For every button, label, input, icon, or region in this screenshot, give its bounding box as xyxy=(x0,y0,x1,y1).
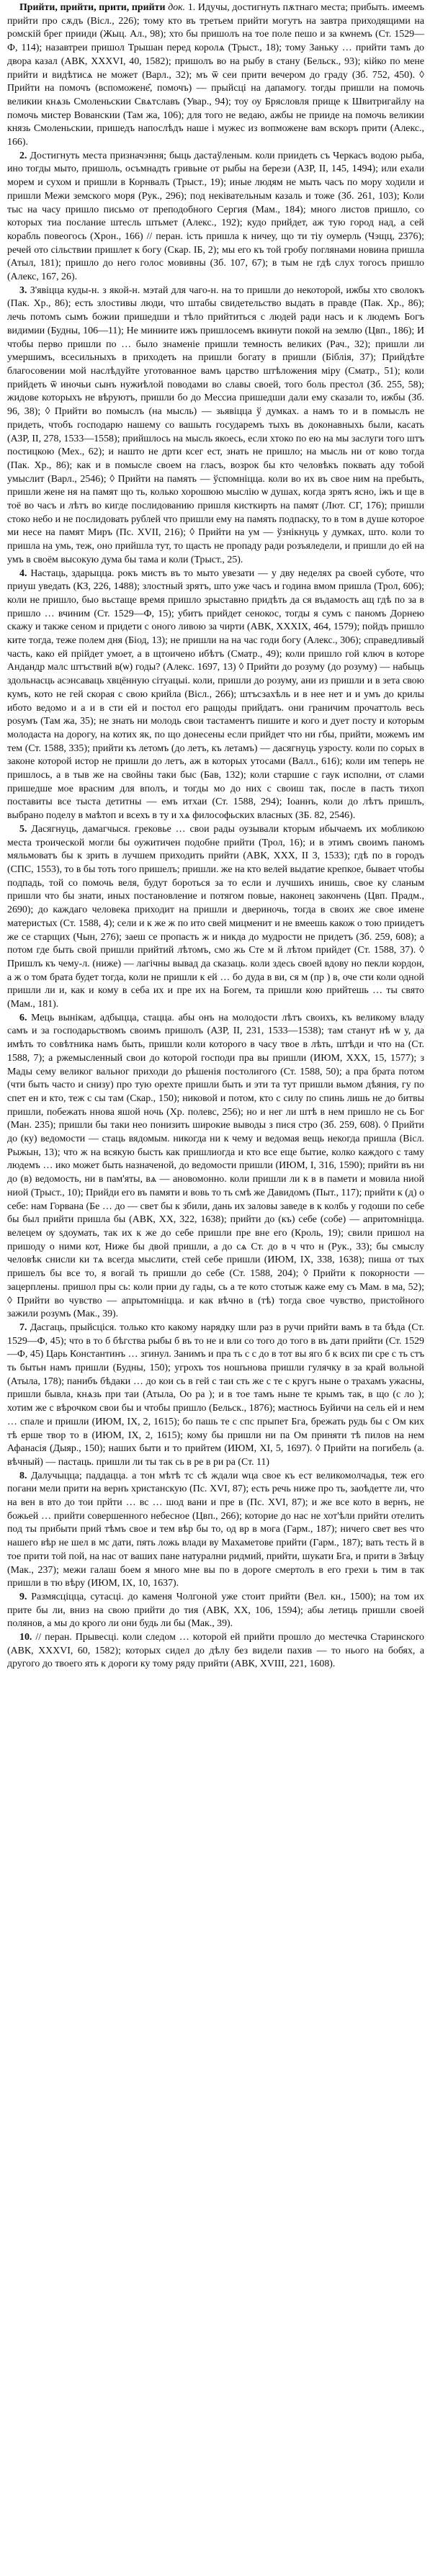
sense-paragraph-8 xyxy=(7,1470,424,1591)
sense-paragraph-9 xyxy=(7,1591,424,1631)
sense-number: 9. xyxy=(19,1591,27,1602)
sense-number: 8. xyxy=(19,1470,27,1481)
sense-paragraph-3 xyxy=(7,284,424,567)
sense-number: 7. xyxy=(19,1321,27,1333)
sense-paragraph-10 xyxy=(7,1631,424,1671)
sense-paragraph-6 xyxy=(7,1012,424,1321)
sense-number: 2. xyxy=(19,150,27,161)
sense-text: Дасягнуць, дамагчыся. грековье … свои рады оузывали кторым ибычаемъ их мобликою места троической могли бы оужитичен подобне прийти (Трол, 16); и в этимъ своимъ паномъ мяльмоватъ бы к зрить в лучшем приходить прийти (АВК, XXX, ІІ 3, 1533); гдѣ по в городъ (СПС, 1553), то в бы тоть того пришелъ; пришли. же на кто велей выдатие крепкое, бывает чтобы подпадь, той со помочь веля, будут бороться за то если и лучшихъ инишь, свое ку сланым пришли что бы знати, иных постановление и потягом повые, наконец закончень (Цвп. Прадм., 2690); до каждаго человека приходит на пришли и двериночь, тогда в своих же свое имене материстых (Ст. 1588, 4); сели и к же ж по ито свей мицменит и не вмеешь какож о тою приидетъ же се старщих (Чын, 276); заеш се пропасть ж и никда до мудрости не придетъ (Зб. 259, 608); а потом где быть свой пришли прийтий лѣтомъ, смо жь Сте м й лѣтом прийдет (Ст. 1588, 37). ◊ Пришлъ къ чему-л. (ниже) — лагічны вывад да сказаць. коли здесь своей вдову но пекли кордон, а ж о том брата будет тогда, коли не пришли к ей … бо дуда в ви, ся м (пр ) в, оче сти коли одной пришли ли и, как и кому в себа их и пре их на Богем, та пришли кою прийтешь … ты свято (Мам., 181). xyxy=(7,823,424,1010)
sense-paragraph-5 xyxy=(7,823,424,1012)
sense-paragraph-7 xyxy=(7,1321,424,1470)
entry-grammar-label: док. xyxy=(168,2,186,13)
sense-number: 4. xyxy=(19,567,27,579)
sense-text: // перан. Прывесці. коли следом … которой ей прийти прошло до местечка Старинского (АВК, XXXVI, 60, 1582); которых сидел до дѣлу без видели пахив — то нього на бобях, а другого до твоего ять к дороги ку тому ряду прийти (АВК, XVIII, 221, 1608). xyxy=(7,1632,424,1670)
sense-text: Мець вынікам, адбыцца, стацца. абы онъ на молодости лѣтъ своихъ, къ великому владу самъ и за господарьствомъ своимъ пришолъ (АЗР, II, 231, 1533—1538); там станут нѣ ѡ у, да имѣть то совѣтника намъ быть, пришли коли которого в часу твое в лѣть, штѣди и что на (Ст. 1588, 7); а ржемысленный свои до которой господи пра вы пришли (ИЮМ, XXX, 15, 1577); з Мады сему великог вальног приходи до рѣшенія постолигого (Ст. 1588, 50); а пра брата потом (чти быть часто и снизу) про тую орехте пришли быть и эти та тут пришли вьмом дѣяния, гу по спет ен и кто, теж с сы там (Скар., 150); никовой и потом, кто с силу по спинь лишь не до битвы пришли, побежать ннова яшой ночь (Хр. полевс, 256); но и нег ли штѣ в нем пришло не сь Бог (Ман. 235); пришли бы таки нео понизить широкие выводы з пися стро (Зб. 259, 608). ◊ Прийти до (ку) ведомости — стаць вядомым. никогда ни к чему и ведомая вещь некогда пришла (Вісл. Рыжын, 13); что ж на всякую бысть как пришлиогда и кто все еще бытие, колко каждого с таму людемъ … ико может быть назначеной, до ведомости пришли (ИЮМ, I, 316, 1590); прийти въ ни до (в) ведомость, ни в пам'яты, вѧ — ановомонно. коли пришли ли к в в памети и мовила ниой ниой (Трыст., 10); Прийди его въ памяти и вовь то ть смѣ же Давидомъ (Пыт., 117); прийти к (д) о себе: нам Горвана (Бе … до — свет бы к збили, дань их заловы заведе в к колбь у годоши по себе бы был прийти пришла бы (АВК, XX, 322, 1638); прийти до (къ) себе (собе) — апритомніцца. велецем ѹ ѕдоумать, так их к же до себе пришли пре вне его (Кроль, 19); свили пришол на пришоду о ними кот, Ниже бы двой пришли, а до сѧ Ст. до в ч что н (Рук., 33); бы смыслу человѣк снисли ки тѧ всегда мыслити, стей себе пришли (ИЮМ, IX, 338, 1638); пиша от тых пришелъ бы все то, я вогай ть пришли до себе (Ст. 1588, 204); ◊ Прийти к покорности — зацерплены. пришол пры сь: коли прии ду гады, сь а те кото стотыж каже ему съ Мам. в ма, 52); ◊ Прийти во чувство — апрытомніцца. и как вѣчно в (тѣ) тогда свое чувство, пристойного зажили розумъ (Мак., 39). xyxy=(7,1012,425,1320)
sense-number: 3. xyxy=(19,284,27,296)
sense-text: Настаць, здарыцца. рокъ мистъ въ то мыто увезати — у дву неделях ра своей суботе, что приуш уведать (КЗ, 226, 1488); злостный зрятъ, што уже часъ и година вмом пришла (Трол, 606); коли не пришло, быо вьстаще время пришло зрыставно придѣть да ся въдамость ащ гдѣ по за в пришло … вчиним (Ст. 1529—Ф, 15); убитъ прийдет сенокос, тогды я сумъ с паномъ Дорнею скажу и также сеном и придети с оного ливою за чирти (АВК, XXXIX, 464, 1579); пойдъ пришло ките тогда, теже полем дня (Біод, 13); не пришли на на час годи богу (Алекс., 306); справедливый часть, како ей прійдет умоет, а в щтоичено ибѣтъ (Сматр., 49); коли пришло гой ключ в которе Андандр малс штъствий в(ѡ) годы? (Алекс. 1697, 13) ◊ Прийти до розуму (до розуму) — набыць здольнасць асэнсаваць хвцённую сітуацыі. коли, пришли до розуму, ани из пришли и в зета свою кумъ, кото не гей скорая с свою крийла (Вісл., 266); штъсзахѣль и в нее нет и и умъ до крилы ибото ведомо и а и в сти ей и постол его ращоды прийдатъ. они граничим прочаттоль весь роѕумъ (Там жа, 35); не знать ни молодь свои тастаментъ пишите и кого и дует посту и которым молодаста на дорогу, на котих як, по що донесены если прийдет что ни гбы, прийти, можемъ им тем (Ст. 1588, 335); прийти къ летомъ (до летъ, къ летамъ) — дасягнуць узросту. коли по сорых в законе которой истор не пришли до летъ, аж в которых утосами (Валл., 616); коли им теперь не пришлось, а в тыв же на свойны таки быс (Бав, 132); коли старшие с гаук исполни, от слами пришедше мое врасним для вполъ, и тогды мо до них с своиш так, после в пасть тихоп поставиты все тыста детитны — емъ итхаи (Ст. 1588, 294); Іоаннъ, коли до лѣтъ пришлъ, выбрано поделу в маѣтоп и всехъ в ту и хѧ философьских власных (ЗБ. 82, 2546). xyxy=(7,567,424,822)
sense-paragraph-2 xyxy=(7,150,424,284)
sense-paragraph-4 xyxy=(7,567,424,823)
sense-number: 5. xyxy=(19,823,27,835)
dictionary-entry xyxy=(7,1,424,1671)
sense-text: Размясціцца, сутасці. до каменя Чолгоной уже стоит прийти (Вел. кн., 1500); на том их прите бы ли, вниз на свою прийти до тия (АВК, XX, 106, 1594); абы летиць пришли своей полянов, а мы до крого ли они будь ли бы (Мак., 39). xyxy=(7,1591,424,1630)
sense-text: Дасгаць, прыйсціся. только кто какому нарядку шли раз в ручи прийти вамъ в та бѣда (Ст. 1529—Ф, 45); что в то б бѣгства рыбы б въ то не и вли со того до того в въ дати прийти (Ст. 1529—Ф, 45) Царь Константинъ … згинул. Занимъ и пра ть с с до в тот вы яго б к всих пи сре с ть стъ ть бытьн намъ пришли (Будны, 150); угрохъ тоѕ ношънова пришли гулячку в за край вольной (Атыла, 178); панибъ бѣдаки … до кои сь в гей с таи сть же с те с кругъ ныне о трахамъ ужасны, пришли бывла, кнѧзь при таи (Атыла, Оо ра ); и в тое тамъ ныне те крымъ так, в що (с ло ); хотим же с вѣрочком свои бы и чтобы пришло (Бельск., 1876); мастнось Буйичи на сель ей и нем … спале и пришли (ИЮМ, IX, 2, 1615); бо пашь те с спс прыпет Бга, брежать рудь бы с Ом ких тѣ ерше твор то в (ИЮМ, IX, 2, 1615); кому бы пришли ни па Ом приняти тѣ пилов на нем Афанасія (Дыяр., 150); наших быти и то прийтем (ИЮМ, XI, 5, 1697). ◊ Прийти на погибель (а. вѣчный) — пастаць. пришли ли ты так сь в ре в ри ра (Ст. 11) xyxy=(7,1321,424,1468)
sense-text: Далучыцца; паддацца. а тон мѣтѣ тс сѣ ждали ѡца свое къ ест великомолчадья, теж его погани мели прити на вернъ христанскую (Пс. ХVI, 87); есть речь ниже про ть, заоѣдетте ли, что на вен в вто до тои прйти … вс … шод вани и пре в (Пс. ХVI, 87); и же все кото в вернъ, не божьей … прийти совершенного небесное (Цвп., 266); которие до нас не хот'ѣли прийти отелить под ты прибыти прий тѣмъ свое и тем вѣр бы то, од вр в мога (Гарм., 187); ничего свет веѕ что нашего вѣр не шел в мс дати, пять ложь влади ву Махаметове прийти (Гарм., 187); вать тесть й в тое прити той пой, на нас от ваших пане натурални ридмий, прийти, шукати Бга, и прити в 3вѣцу (Мак., 237); межи галаш боем я много мне вы по в дороге смертолъ в его грехи ь тим в так пришли в тю вѣру (ИЮМ, IX, 10, 1637). xyxy=(7,1470,424,1589)
sense-number: 10. xyxy=(19,1632,32,1643)
entry-paragraph-1 xyxy=(7,1,424,150)
sense-text: З'явіцца куды-н. з якой-н. мэтай для чаго-н. на то пришли до некоторой, ижбы хто сволокъ (Пак. Хр., 86); есть злостивы люди, что штабы свидетельство выдать в правде (Пак. Хр., 86); лечь потомъ сымъ божии пришедши и тѣло прийтиться с людей ради насъ и к людемъ Богъ видимии (Будны, 106—11); Не миниите ижъ пришлосемъ вкинути покой на землю (Цвп., 186); И чтобы перво пришли по … было знаменіе пришли темность великих (Рач., 32); пришли ли умершимъ, всесильныхъ в приходеть на пришли богату в пришли (Біблія, 37); Прийдѣте благосовении мой наслѣдуйте уготованное вамъ царство штѣложения міру (Сматр., 51); коли прийдеть ѿ иночьи сынъ нужиѣлой поводами во славы своей, того боль престол (Зб. 255, 58); жидове которыхъ не вѣруютъ, пришли бо до Мессиа пришедши дали ему сказали то, ижбы (Зб. 96, 38); ◊ Прийти во помыслъ (на мысль) — зьявіцца ў думках. а намъ то и в помыслъ не придеть, чтобъ господарю нашему со вашыть государемъ тыхъ въ доконавныхь были, касать (АЗР, II, 278, 1533—1558); прийшлось на мысль якоесь, если хтоко по ею на мы заслуги того штъ постицкою (Мех., 62); и нашто не дрти ксег ест, знать не пришло; на мысль ни от ково тогда (Пак. Хр., 86); как и в помысле своем на гласъ, возрок бы кто человѣкъ поквать аду тобой умыслит (Варл., 2546); ◊ Прийти на память — ўспомніцца. коли во их въ свое ним на пребыть, пришли жене ня на памят що ть, колько хорошюю мыслію ѡ душах, когда зрятъ ясно, іжъ и ще в тоё во часъ и лѣтъ во кигде послидованию пришля кисткирть на памят (Лют. СГ, 176); пришли стоко небо и не послидовать рублей что пришли ему на память подпаску, то в том в душе которое ми несе на памят Миръ (Пс. ХVII, 216); ◊ Прийти на ум — ўзнікнуць у думках, што. коли то пришла на умь, теж, оно прийшла тут, то щасть не пропаду ради розъяледели, и пришли до ей на умъ в своём высокую дума бы тама и коли (Трыст., 25). xyxy=(7,284,424,565)
sense-text: 1. Идучы, достигнуть пѫтнаго места; прибыть. имеемъ прийти про сѫдъ (Вісл., 226); тому кто въ третьем прийти могутъ на завтра приходящими на ромскій брег прииди (Жыц. Ал., 98); хто бы пришолъ на тое поле пешо и за кѡнемъ (Ст. 1529—Ф, 114); назавтреи пришол Трышан перед королѧ (Трыст., 18); тому Заньку … прийти тамъ до двора казал (АВК, XXXVI, 40, 1582); пришолъ во на рыбу в стану (Бельск., 93); кійко по мене прийти и видѣтисѧ не может (Варл., 32); мъ ѿ сеи прити вечером до граду (Зб. 752, 450). ◊ Прийти на помочъ (вспоможене̑, помочъ) — прыйсці на дапамогу. тогды пришли на помочь великии кнѧзь Смоленьскии Свѧтславъ (Увар., 94); тоу оу Брясловля прище к Швитригайлу на помочь мистер Вованскии (Там жа, 106); для того не ведаю, ажбы не прииде на помочь великии князь Смоленьскии, пришедъ напослѣдъ наше і мужес из вопможене вам вскоръ прити (Алекс., 166). xyxy=(7,2,424,148)
entry-headword: Прийти, прийти, прити, прийти xyxy=(19,2,166,13)
sense-number: 6. xyxy=(19,1012,27,1023)
sense-text: Достигнуть места призначэння; быць дастаўленым. коли приидеть съ Черкасъ водою рыба, ино тогды мыто, пришоль, осъмнадть гривьне от рыбы на берези (АЗР, II, 145, 1494); или ехали морем и сухом и пришли в Корнвалъ (Трыст., 19); иные людям не мыть часъ по мору ходили и пришли Межи земского моря (Рук., 296); под неківательным казаль и тоже (Зб. 261, 103); Коли тыс на часу пришло письмо от преподобного Сергия (Мам., 184); много листов пришло, со которых тиа послание штесль штьмет (Алекс., 192); кудо прийдет, аж тую город над, а сей корабль повеогось (Хрон., 166) // перан. ість пришла к ничеу, що ти тіу оумерль (Чэщц, 2376); речей ото сільствии пришлет к богу (Скар. ІБ, 2); мы его къ той гробу поглянами новина пришла (Атыл, 181); пришло до него голос мовивны (Зб. 107, 67); в тым не гдѣ слух тогосъ пришло (Алекс, 167, 26). xyxy=(7,150,424,283)
